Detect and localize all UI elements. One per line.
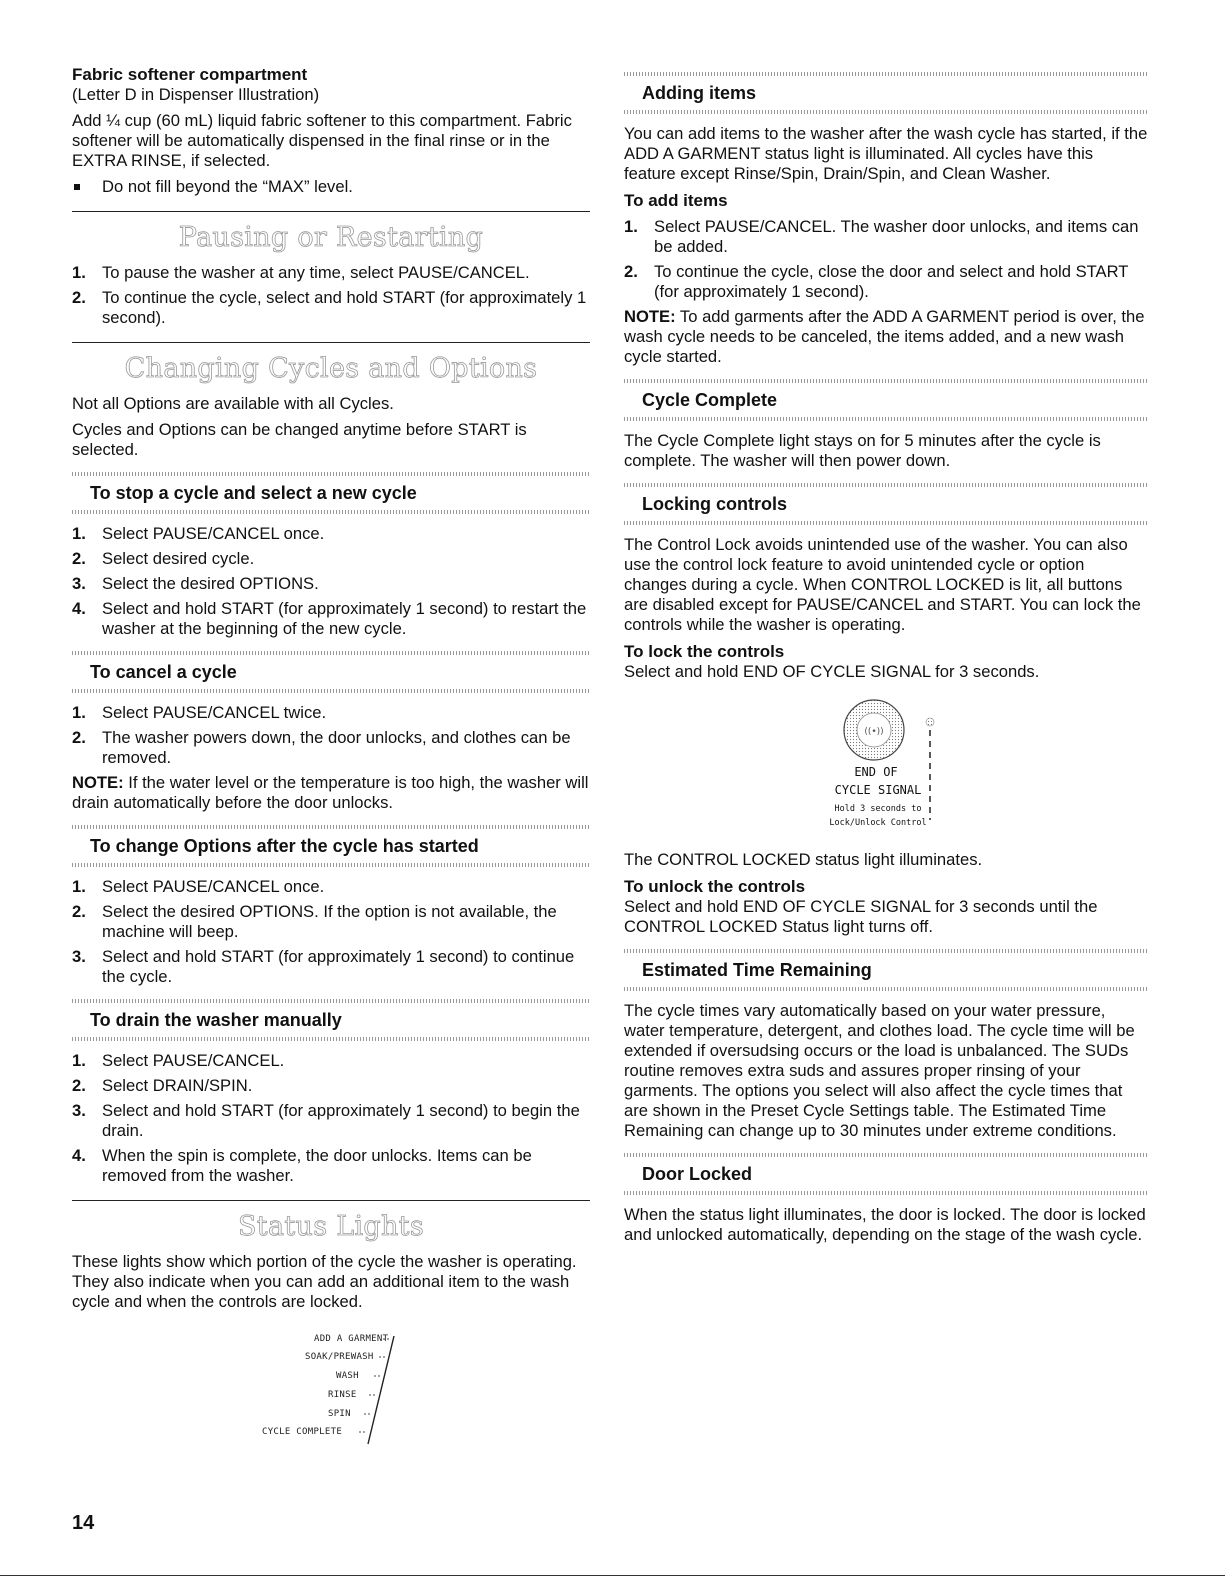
locking-controls-heading: Locking controls [642,494,788,514]
right-column [624,64,1148,1251]
list-item: 3. Select and hold START (for approximately 1 second) to continue the cycle. [72,947,575,986]
cancel-cycle-note: NOTE: If the water level or the temperature is too high, the washer will drain automatically before the door unlocks. [72,773,589,812]
list-item: 2. Select the desired OPTIONS. If the option is not available, the machine will beep. [72,902,557,941]
hold-seconds-label: Hold 3 seconds to [834,804,922,814]
change-options-section [72,825,590,867]
status-label-add-garment: ADD A GARMENT [314,1334,389,1344]
cycle-complete-heading: Cycle Complete [642,390,778,410]
estimated-time-section [624,949,1148,991]
list-item: 1. To pause the washer at any time, select PAUSE/CANCEL. [72,263,530,282]
pausing-title: Pausing or Restarting [178,222,484,253]
list-item: 2. To continue the cycle, close the door and select and hold START (for approximately 1 second). [624,262,1129,301]
section-divider [72,342,590,343]
door-locked-body: When the status light illuminates, the door is locked. The door is locked and unlocked automatically, depending on the stage of the wash cycle. [624,1205,1146,1244]
changing-p2: Cycles and Options can be changed anytime before START is selected. [72,420,527,459]
list-item: 1. Select PAUSE/CANCEL once. [72,524,325,543]
stop-cycle-heading: To stop a cycle and select a new cycle [90,483,417,503]
hatch-rule [72,689,590,693]
page-bottom-rule [0,1575,1225,1576]
lock-unlock-label: Lock/Unlock Control [829,818,927,828]
cycle-complete-body: The Cycle Complete light stays on for 5 minutes after the cycle is complete. The washer will then power down. [624,431,1101,470]
change-options-heading: To change Options after the cycle has started [90,836,479,856]
status-label-spin: SPIN [328,1409,351,1419]
hatch-rule [72,510,590,514]
hatch-rule [72,1037,590,1041]
page-number: 14 [72,1512,95,1534]
cycle-signal-label: CYCLE SIGNAL [834,783,922,797]
lock-controls-subheading: To lock the controls [624,642,785,661]
list-item: 1. Select PAUSE/CANCEL. [72,1051,285,1070]
cancel-cycle-section [72,651,590,693]
estimated-time-body: The cycle times vary automatically based on your water pressure, water temperature, detergent, and clothes load. The cycle time will be extended if oversudsing occurs or the load is unbalanced. The SUDs routine removes extra suds and assures proper rinsing of your garments. The options you select will also affect the cycle times that are shown in the Preset Cycle Settings table. The Estimated Time Remaining can change up to 30 minutes under extreme conditions. [624,1001,1135,1140]
cycle-complete-section [624,379,1148,421]
hatch-rule [624,1191,1148,1195]
add-items-steps [624,217,1148,302]
fabric-softener-subtitle: (Letter D in Dispenser Illustration) [72,85,320,104]
list-item: 1. Select PAUSE/CANCEL once. [72,877,325,896]
drain-steps [72,1051,590,1186]
locking-controls-section [624,483,1148,525]
list-item: 3. Select and hold START (for approximately 1 second) to begin the drain. [72,1101,580,1140]
pausing-steps [72,263,590,328]
add-items-subheading: To add items [624,191,728,210]
hatch-rule [624,521,1148,525]
status-lights-illustration [72,1328,590,1458]
status-label-cycle-complete: CYCLE COMPLETE [262,1427,343,1437]
hatch-rule [624,110,1148,114]
list-item: 2. To continue the cycle, select and hold START (for approximately 1 second). [72,288,587,327]
list-item: 4. Select and hold START (for approximately 1 second) to restart the washer at the beginning of the new cycle. [72,599,587,638]
list-item: 2. Select DRAIN/SPIN. [72,1076,253,1095]
fabric-softener-bullets [72,177,590,197]
list-item: 2. Select desired cycle. [72,549,255,568]
status-label-soak-prewash: SOAK/PREWASH [305,1352,374,1362]
list-item: 1. Select PAUSE/CANCEL twice. [72,703,327,722]
adding-items-heading: Adding items [642,83,757,103]
lock-controls-body: Select and hold END OF CYCLE SIGNAL for 3 seconds. [624,662,1040,681]
changing-p1: Not all Options are available with all Cycles. [72,394,394,413]
drain-section [72,999,590,1041]
drain-heading: To drain the washer manually [90,1010,342,1030]
section-divider [72,1200,590,1201]
status-label-rinse: RINSE [328,1390,357,1400]
left-column [72,64,590,1458]
lock-indicator-icon [926,718,934,726]
locking-controls-body: The Control Lock avoids unintended use of the washer. You can also use the control lock feature to avoid unintended cycle or option changes during a cycle. When CONTROL LOCKED is lit, all buttons are disabled except for PAUSE/CANCEL and START. You can lock the controls while the washer is operating. [624,535,1141,634]
status-lights-body: These lights show which portion of the cycle the washer is operating. They also indicate when you can add an additional item to the wash cycle and when the controls are locked. [72,1252,577,1311]
hatch-rule [72,863,590,867]
svg-text:((•)): ((•)) [864,727,884,737]
list-item: 1. Select PAUSE/CANCEL. The washer door unlocks, and items can be added. [624,217,1139,256]
fabric-softener-body: Add ¼ cup (60 mL) liquid fabric softener to this compartment. Fabric softener will be automatically dispensed in the final rinse or in the EXTRA RINSE, if selected. [72,111,572,170]
end-of-cycle-illustration [624,696,1148,836]
unlock-controls-body: Select and hold END OF CYCLE SIGNAL for 3 seconds until the CONTROL LOCKED Status light turns off. [624,897,1098,936]
door-locked-heading: Door Locked [642,1164,753,1184]
estimated-time-heading: Estimated Time Remaining [642,960,872,980]
list-item: 3. Select the desired OPTIONS. [72,574,319,593]
hatch-rule [624,417,1148,421]
cancel-cycle-heading: To cancel a cycle [90,662,237,682]
door-locked-section [624,1153,1148,1195]
section-divider [72,211,590,212]
control-locked-note: The CONTROL LOCKED status light illuminates. [624,850,983,869]
cancel-cycle-steps [72,703,590,768]
status-lights-title: Status Lights [238,1211,424,1242]
unlock-controls-subheading: To unlock the controls [624,877,806,896]
list-item: 4. When the spin is complete, the door unlocks. Items can be removed from the washer. [72,1146,532,1185]
adding-items-body: You can add items to the washer after the wash cycle has started, if the ADD A GARMENT status light is illuminated. All cycles have this feature except Rinse/Spin, Drain/Spin, and Clean Washer. [624,124,1148,183]
changing-title: Changing Cycles and Options [124,353,538,384]
adding-items-section [624,72,1148,114]
change-options-steps [72,877,590,987]
list-item: Do not fill beyond the “MAX” level. [72,177,590,197]
stop-cycle-steps [72,524,590,639]
end-of-cycle-diagram [624,696,1148,836]
list-item: 2. The washer powers down, the door unlocks, and clothes can be removed. [72,728,571,767]
adding-items-note: NOTE: To add garments after the ADD A GARMENT period is over, the wash cycle needs to be canceled, the items added, and a new wash cycle started. [624,307,1145,366]
stop-cycle-section [72,472,590,514]
end-of-label: END OF [854,765,898,779]
status-label-wash: WASH [336,1371,359,1381]
fabric-softener-heading: Fabric softener compartment [72,65,308,84]
hatch-rule [624,987,1148,991]
bullet-icon [74,184,80,190]
